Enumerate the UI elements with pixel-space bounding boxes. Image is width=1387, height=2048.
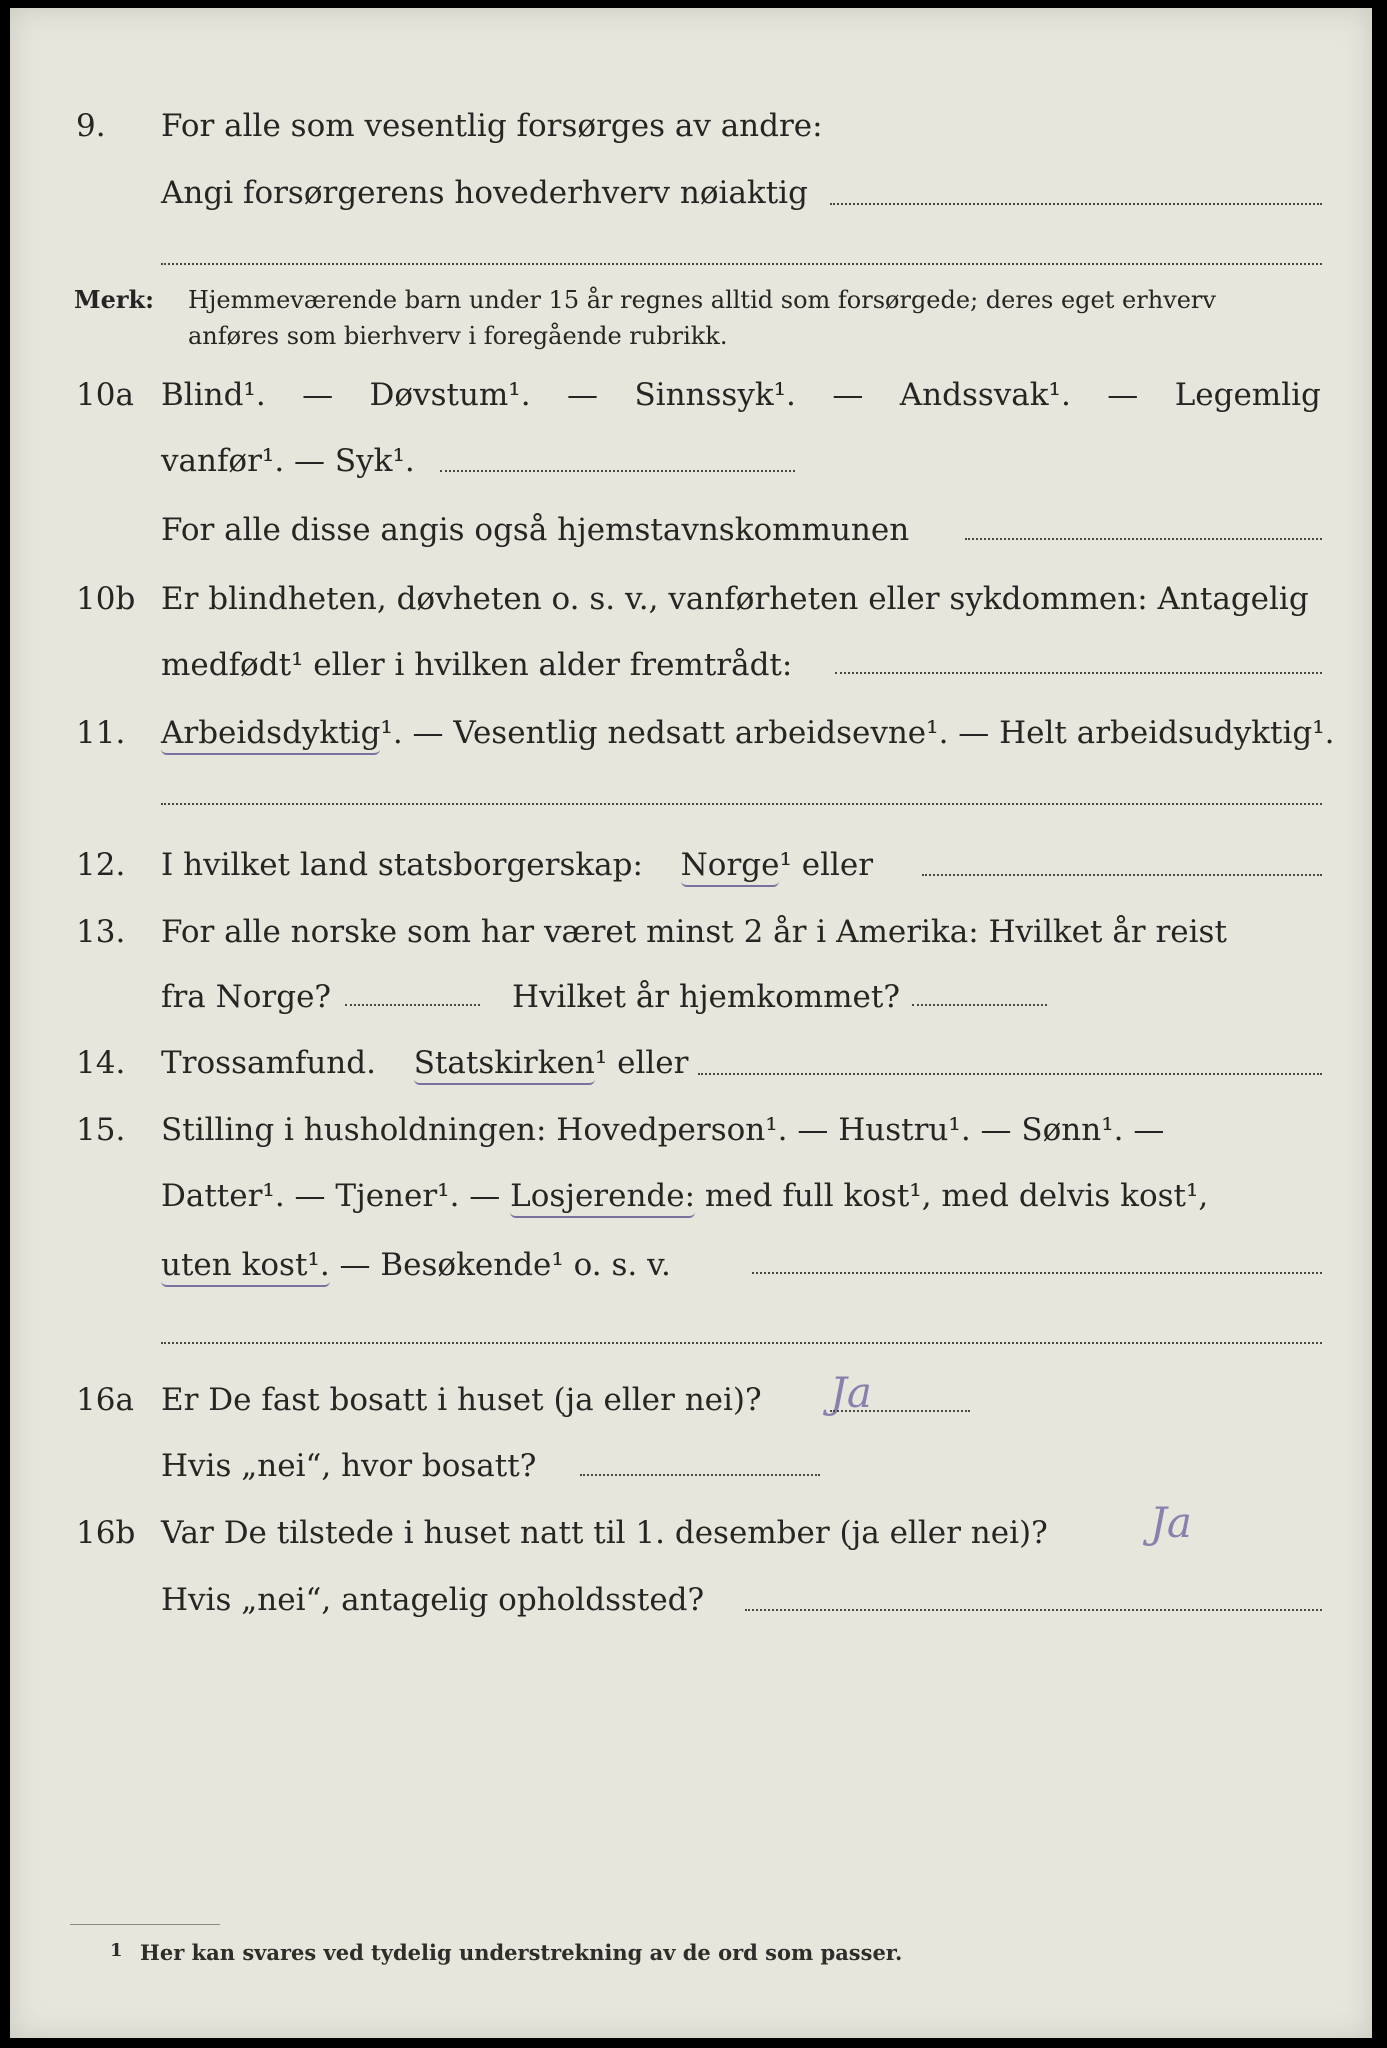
q15-line3 — [10, 1240, 1372, 1290]
merk-label: Merk: — [74, 285, 154, 314]
q16a-number: 16a — [76, 1382, 134, 1418]
q10a-line3 — [10, 505, 1372, 555]
option-andssvak[interactable]: Andssvak¹. — [899, 377, 1071, 413]
q15-line1 — [10, 1105, 1372, 1155]
q10a-line2 — [10, 436, 1372, 486]
q16a-bosatt-field[interactable] — [580, 1474, 820, 1476]
census-form-page — [10, 8, 1372, 2038]
q15-options-4: — Besøkende¹ o. s. v. — [339, 1247, 671, 1283]
q16a-line2 — [10, 1441, 1372, 1491]
q9-number: 9. — [76, 108, 106, 144]
q16a-answer-field[interactable] — [830, 1410, 970, 1412]
q15-answer-field[interactable] — [752, 1272, 1322, 1274]
q14-eller: ¹ eller — [594, 1045, 689, 1081]
q9-line1 — [10, 101, 1372, 151]
option-blind[interactable]: Blind¹. — [161, 377, 266, 413]
q16a-line1 — [10, 1375, 1372, 1425]
option-dovstum[interactable]: Døvstum¹. — [369, 377, 531, 413]
merk-text-line1: Hjemmeværende barn under 15 år regnes alltid som forsørgede; deres eget erhverv — [188, 286, 1216, 314]
dash: — — [567, 377, 599, 413]
q13-reist-label: fra Norge? — [161, 979, 332, 1015]
q10b-question: Er blindheten, døvheten o. s. v., vanførheten eller sykdommen: Antagelig — [161, 581, 1309, 617]
option-losjerende-underlined[interactable]: Losjerende: — [510, 1178, 695, 1218]
q14-number: 14. — [76, 1045, 126, 1081]
footnote-rule — [70, 1924, 220, 1925]
option-sinnssyk[interactable]: Sinnssyk¹. — [634, 377, 796, 413]
q10b-line2 — [10, 640, 1372, 690]
q13-line1 — [10, 907, 1372, 957]
q10a-options — [161, 370, 1321, 420]
q16b-number: 16b — [76, 1515, 136, 1551]
q11-line — [10, 708, 1372, 758]
q10b-answer-field[interactable] — [835, 672, 1322, 674]
q15-options-3: med full kost¹, med delvis kost¹, — [704, 1178, 1209, 1214]
q11-options: ¹. — Vesentlig nedsatt arbeidsevne¹. — Helt arbeidsudyktig¹. — [380, 715, 1335, 751]
q9-question: For alle som vesentlig forsørges av andre: — [161, 108, 823, 144]
option-statskirken-underlined[interactable]: Statskirken — [414, 1045, 595, 1085]
q13-hjemkommet-field[interactable] — [912, 1004, 1047, 1006]
q10b-number: 10b — [76, 581, 136, 617]
q10a-answer-field[interactable] — [440, 470, 795, 472]
q16b-question: Var De tilstede i huset natt til 1. desember (ja eller nei)? — [161, 1515, 1048, 1551]
q16a-question: Er De fast bosatt i huset (ja eller nei)? — [161, 1382, 762, 1418]
merk-text-line2: anføres som bierhverv i foregående rubrikk. — [188, 322, 728, 350]
q9-answer-field-2[interactable] — [161, 263, 1322, 265]
option-uten-kost-underlined[interactable]: uten kost¹. — [161, 1247, 330, 1287]
dash: — — [302, 377, 334, 413]
q14-answer-field[interactable] — [698, 1073, 1322, 1075]
q13-number: 13. — [76, 914, 126, 950]
dash: — — [832, 377, 864, 413]
q15-options-1: Stilling i husholdningen: Hovedperson¹. — Hustru¹. — Sønn¹. — — [161, 1112, 1165, 1148]
q16b-line2 — [10, 1575, 1372, 1625]
q11-answer-field[interactable] — [161, 803, 1322, 805]
q12-line — [10, 840, 1372, 890]
option-norge-underlined[interactable]: Norge — [681, 847, 780, 887]
q12-eller: ¹ eller — [779, 847, 874, 883]
q10b-subquestion: medfødt¹ eller i hvilken alder fremtrådt: — [161, 647, 793, 683]
q10a-line1 — [10, 370, 1372, 420]
q13-question: For alle norske som har været minst 2 år i Amerika: Hvilket år reist — [161, 914, 1227, 950]
q15-line2 — [10, 1171, 1372, 1221]
q10a-options-2: vanfør¹. — Syk¹. — [161, 443, 415, 479]
q10b-line1 — [10, 574, 1372, 624]
q10a-number: 10a — [76, 377, 134, 413]
q16b-subquestion: Hvis „nei“, antagelig opholdssted? — [161, 1582, 705, 1618]
q16b-handwritten-answer: Ja — [1150, 1498, 1192, 1547]
q9-line2 — [10, 168, 1372, 218]
dash: — — [1107, 377, 1139, 413]
q13-line2 — [10, 972, 1372, 1022]
option-arbeidsdyktig-underlined[interactable]: Arbeidsdyktig — [161, 715, 380, 755]
q13-reist-field[interactable] — [345, 1004, 480, 1006]
q10a-subquestion: For alle disse angis også hjemstavnskommunen — [161, 512, 910, 548]
q15-options-2: Datter¹. — Tjener¹. — — [161, 1178, 501, 1214]
q16b-opholdssted-field[interactable] — [745, 1609, 1322, 1611]
footnote-mark: 1 — [110, 1940, 123, 1961]
q12-answer-field[interactable] — [922, 874, 1322, 876]
q15-number: 15. — [76, 1112, 126, 1148]
q14-line — [10, 1038, 1372, 1088]
q14-question: Trossamfund. — [161, 1045, 376, 1081]
q13-hjemkommet-label: Hvilket år hjemkommet? — [512, 979, 900, 1015]
q10a-hjemstavn-field[interactable] — [965, 538, 1322, 540]
q9-subquestion: Angi forsørgerens hovederhverv nøiaktig — [161, 175, 808, 211]
q15-answer-field-2[interactable] — [161, 1342, 1322, 1344]
q16a-subquestion: Hvis „nei“, hvor bosatt? — [161, 1448, 537, 1484]
option-legemlig[interactable]: Legemlig — [1174, 377, 1321, 413]
q11-number: 11. — [76, 715, 126, 751]
q9-answer-field[interactable] — [830, 203, 1322, 205]
q12-number: 12. — [76, 847, 126, 883]
footnote-text: Her kan svares ved tydelig understrekning av de ord som passer. — [140, 1940, 903, 1965]
q12-question: I hvilket land statsborgerskap: — [161, 847, 643, 883]
q16a-handwritten-answer: Ja — [830, 1368, 872, 1417]
